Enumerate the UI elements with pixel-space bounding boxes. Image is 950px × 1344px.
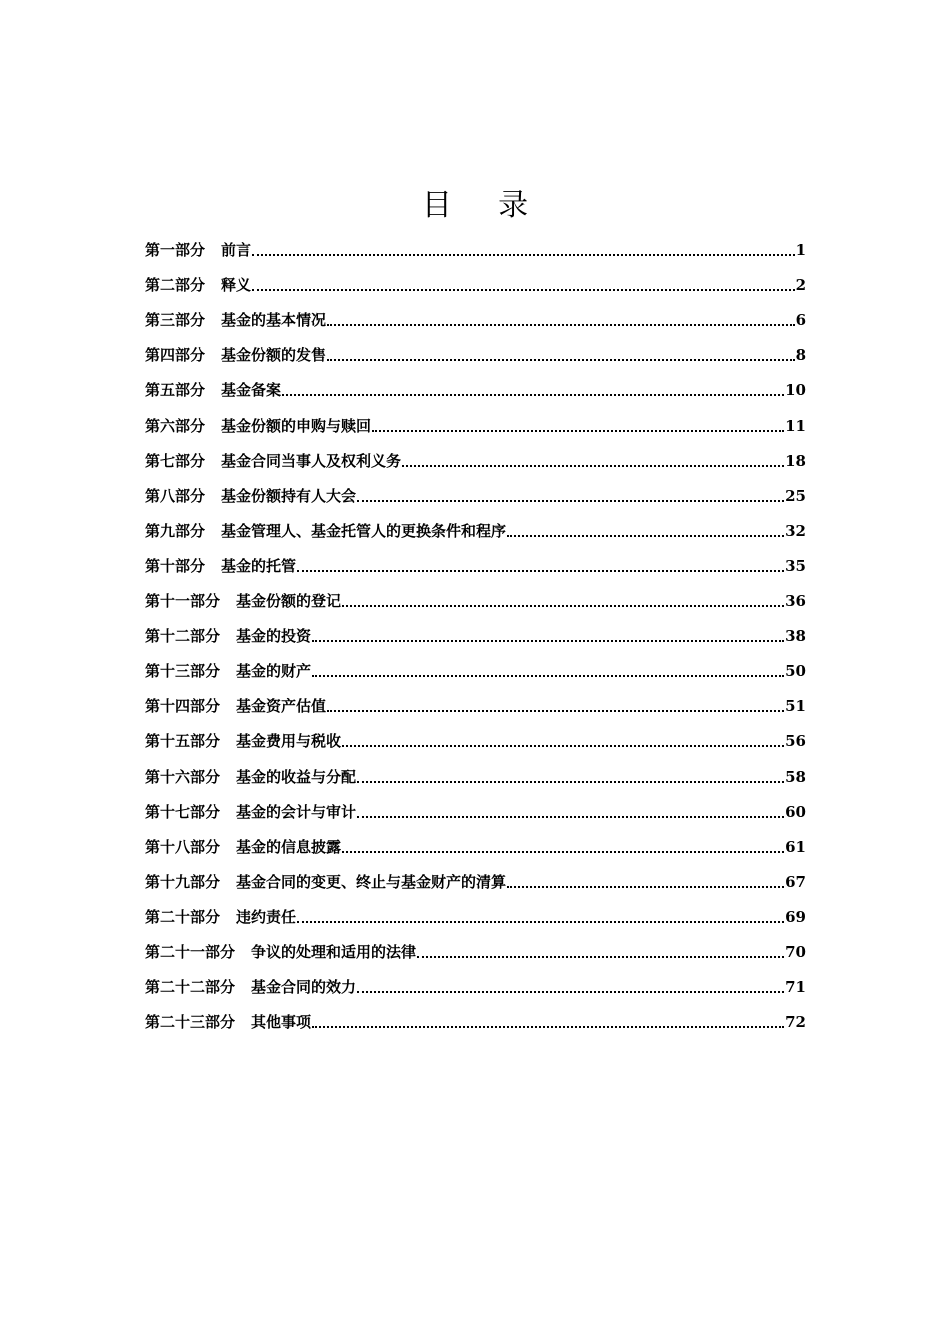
toc-entry-part: 第十四部分 xyxy=(145,697,221,716)
toc-entry-title: 基金的托管 xyxy=(221,556,297,575)
toc-entry[interactable] xyxy=(145,293,806,328)
toc-entry-part: 第五部分 xyxy=(145,381,206,400)
toc-dot-leader xyxy=(357,781,784,783)
toc-entry[interactable] xyxy=(145,820,806,855)
toc-entry-title: 基金费用与税收 xyxy=(236,732,342,751)
toc-entry-page-number: 58 xyxy=(785,767,806,786)
toc-dot-leader xyxy=(327,324,795,326)
toc-dot-leader xyxy=(312,675,784,677)
toc-entry-title: 前言 xyxy=(221,241,252,260)
toc-dot-leader xyxy=(312,640,784,642)
toc-entry-part: 第二部分 xyxy=(145,276,206,295)
toc-entry[interactable] xyxy=(145,398,806,433)
toc-entry[interactable] xyxy=(145,258,806,293)
toc-entry-page-number: 1 xyxy=(795,241,806,260)
toc-entry[interactable] xyxy=(145,328,806,363)
toc-entry[interactable] xyxy=(145,995,806,1030)
toc-dot-leader xyxy=(357,991,784,993)
toc-entry-part: 第九部分 xyxy=(145,521,206,540)
toc-entry-page-number: 36 xyxy=(785,592,806,611)
toc-entry-part: 第十部分 xyxy=(145,556,206,575)
toc-entry-part: 第十六部分 xyxy=(145,767,221,786)
toc-entry[interactable] xyxy=(145,679,806,714)
toc-dot-leader xyxy=(327,710,784,712)
toc-entry-part: 第十七部分 xyxy=(145,802,221,821)
toc-entry-title: 基金的投资 xyxy=(236,627,312,646)
toc-entry[interactable] xyxy=(145,574,806,609)
toc-dot-leader xyxy=(297,570,784,572)
toc-dot-leader xyxy=(312,1026,784,1028)
toc-title: 目 录 xyxy=(421,188,529,223)
toc-dot-leader xyxy=(402,465,784,467)
toc-entry[interactable] xyxy=(145,785,806,820)
toc-entry[interactable] xyxy=(145,644,806,679)
toc-entry-part: 第七部分 xyxy=(145,451,206,470)
toc-dot-leader xyxy=(357,500,784,502)
toc-entry-title: 基金备案 xyxy=(221,381,282,400)
toc-entry-page-number: 10 xyxy=(785,381,806,400)
toc-dot-leader xyxy=(327,359,795,361)
toc-entry-part: 第十九部分 xyxy=(145,872,221,891)
toc-entry-title: 基金的信息披露 xyxy=(236,837,342,856)
toc-entry-title: 基金的收益与分配 xyxy=(236,767,357,786)
toc-entry[interactable] xyxy=(145,223,806,258)
toc-entry-title: 争议的处理和适用的法律 xyxy=(251,942,417,961)
toc-entry[interactable] xyxy=(145,890,806,925)
toc-dot-leader xyxy=(297,921,784,923)
toc-entry-page-number: 61 xyxy=(785,837,806,856)
toc-entry-title: 基金管理人、基金托管人的更换条件和程序 xyxy=(221,521,507,540)
toc-entry-page-number: 67 xyxy=(785,872,806,891)
toc-entry[interactable] xyxy=(145,960,806,995)
toc-dot-leader xyxy=(372,430,784,432)
toc-entry-title: 基金的基本情况 xyxy=(221,311,327,330)
toc-entry-title: 基金份额的发售 xyxy=(221,346,327,365)
toc-dot-leader xyxy=(507,535,784,537)
toc-entry-page-number: 25 xyxy=(785,486,806,505)
toc-entry-title: 基金的会计与审计 xyxy=(236,802,357,821)
toc-entry-page-number: 51 xyxy=(785,697,806,716)
toc-entry-page-number: 38 xyxy=(785,627,806,646)
toc-entry[interactable] xyxy=(145,363,806,398)
toc-entry-page-number: 69 xyxy=(785,907,806,926)
toc-entry-part: 第二十三部分 xyxy=(145,1013,236,1032)
toc-entry-part: 第十三部分 xyxy=(145,662,221,681)
toc-entry-page-number: 71 xyxy=(785,978,806,997)
toc-dot-leader xyxy=(357,816,784,818)
toc-entry-part: 第二十一部分 xyxy=(145,942,236,961)
toc-entry-part: 第二十二部分 xyxy=(145,978,236,997)
toc-entry[interactable] xyxy=(145,925,806,960)
toc-entry-title: 基金份额持有人大会 xyxy=(221,486,357,505)
toc-entry-title: 基金合同的效力 xyxy=(251,978,357,997)
toc-dot-leader xyxy=(252,254,795,256)
toc-entry[interactable] xyxy=(145,749,806,784)
toc-dot-leader xyxy=(507,886,784,888)
toc-entry-part: 第八部分 xyxy=(145,486,206,505)
toc-entry-page-number: 2 xyxy=(795,276,806,295)
toc-entry[interactable] xyxy=(145,539,806,574)
toc-entry-page-number: 35 xyxy=(785,556,806,575)
toc-entry-title: 违约责任 xyxy=(236,907,297,926)
toc-entry-title: 基金份额的申购与赎回 xyxy=(221,416,372,435)
toc-entry[interactable] xyxy=(145,469,806,504)
toc-entry-title: 基金合同当事人及权利义务 xyxy=(221,451,402,470)
toc-entry-page-number: 6 xyxy=(795,311,806,330)
toc-entry-part: 第四部分 xyxy=(145,346,206,365)
toc-dot-leader xyxy=(252,289,795,291)
table-of-contents xyxy=(145,223,806,1030)
toc-entry-page-number: 32 xyxy=(785,521,806,540)
toc-entry-title: 基金份额的登记 xyxy=(236,592,342,611)
toc-entry-part: 第二十部分 xyxy=(145,907,221,926)
toc-entry-part: 第一部分 xyxy=(145,241,206,260)
toc-entry[interactable] xyxy=(145,504,806,539)
toc-dot-leader xyxy=(342,745,784,747)
toc-entry[interactable] xyxy=(145,855,806,890)
toc-entry-part: 第十二部分 xyxy=(145,627,221,646)
toc-entry-page-number: 60 xyxy=(785,802,806,821)
toc-entry-title: 基金资产估值 xyxy=(236,697,327,716)
toc-entry[interactable] xyxy=(145,434,806,469)
toc-dot-leader xyxy=(342,605,784,607)
toc-entry-page-number: 56 xyxy=(785,732,806,751)
toc-dot-leader xyxy=(282,394,784,396)
toc-entry-page-number: 8 xyxy=(795,346,806,365)
toc-entry-title: 基金合同的变更、终止与基金财产的清算 xyxy=(236,872,507,891)
toc-entry-page-number: 18 xyxy=(785,451,806,470)
toc-entry-part: 第三部分 xyxy=(145,311,206,330)
toc-entry-title: 基金的财产 xyxy=(236,662,312,681)
toc-entry-title: 释义 xyxy=(221,276,252,295)
toc-entry-title: 其他事项 xyxy=(251,1013,312,1032)
toc-entry-page-number: 50 xyxy=(785,662,806,681)
toc-entry[interactable] xyxy=(145,714,806,749)
toc-entry-page-number: 11 xyxy=(785,416,806,435)
toc-dot-leader xyxy=(342,851,784,853)
toc-entry-page-number: 72 xyxy=(785,1013,806,1032)
toc-entry[interactable] xyxy=(145,609,806,644)
toc-dot-leader xyxy=(417,956,784,958)
toc-entry-part: 第十一部分 xyxy=(145,592,221,611)
toc-entry-part: 第十八部分 xyxy=(145,837,221,856)
toc-entry-page-number: 70 xyxy=(785,942,806,961)
toc-entry-part: 第十五部分 xyxy=(145,732,221,751)
toc-entry-part: 第六部分 xyxy=(145,416,206,435)
